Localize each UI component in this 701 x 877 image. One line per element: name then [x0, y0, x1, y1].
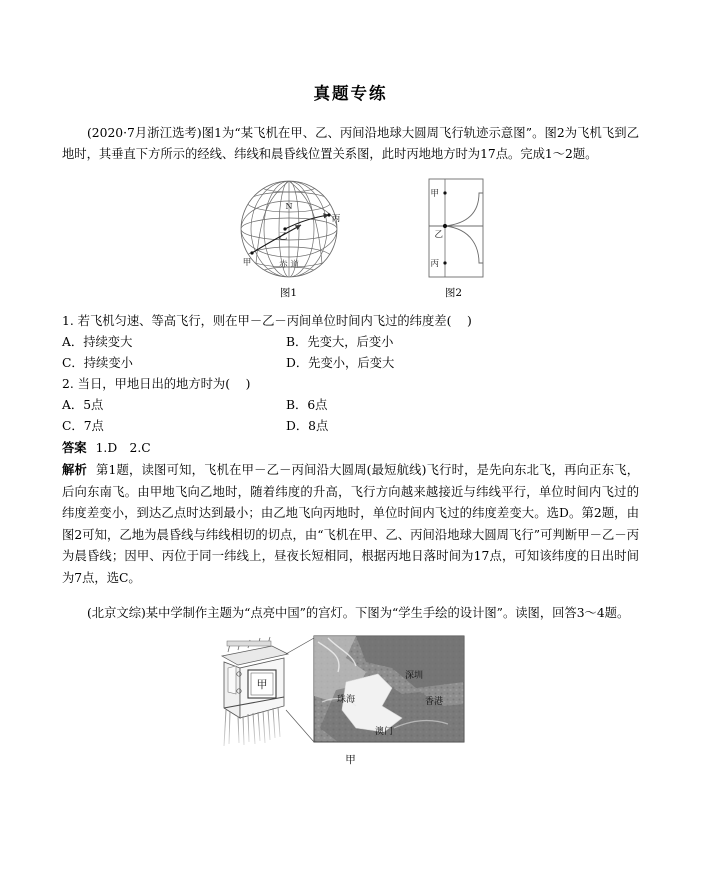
question-2-option-a[interactable] — [62, 395, 286, 416]
option-d-text: 8点 — [308, 419, 329, 433]
analysis-block — [62, 459, 639, 589]
question-1-option-d[interactable] — [286, 353, 639, 374]
option-c-label: C． — [62, 356, 84, 370]
option-a-text: 持续变大 — [83, 335, 133, 349]
figure-1-caption: 图1 — [279, 287, 298, 299]
figure-terminator — [415, 175, 493, 300]
option-b-text: 先变大，后变小 — [307, 335, 394, 349]
option-b-label: B． — [286, 335, 308, 349]
analysis-label: 解析 — [62, 462, 88, 477]
globe-label-pole: N — [285, 202, 292, 211]
question-2-text — [62, 374, 639, 395]
question-1-text — [62, 311, 639, 332]
question-2-body: 当日，甲地日出的地方时为( — [77, 377, 231, 391]
answer-label: 答案 — [62, 440, 87, 455]
page-title: 真题专练 — [313, 84, 388, 103]
question-2 — [62, 374, 639, 437]
option-d-label: D． — [286, 356, 309, 370]
option-a-label: A． — [62, 335, 84, 349]
question-1-paren: ) — [467, 314, 472, 328]
globe-label-jia: 甲 — [242, 258, 251, 268]
option-c-text: 7点 — [83, 419, 104, 433]
question-2-options-row-1 — [62, 395, 639, 416]
globe-label-equator: 赤 道 — [278, 260, 299, 270]
lantern-character-label: 甲 — [256, 678, 267, 691]
terminator-diagram — [415, 175, 493, 283]
question-2-options-row-2 — [62, 416, 639, 437]
question-2-paren: ) — [245, 377, 251, 391]
question-1-body: 若飞机匀速、等高飞行，则在甲－乙－丙间单位时间内飞过的纬度差( — [77, 314, 452, 328]
question-1-option-c[interactable] — [62, 353, 286, 374]
globe-diagram — [209, 175, 369, 283]
question-1-option-a[interactable] — [62, 332, 286, 353]
question-2-option-c[interactable] — [62, 416, 286, 437]
lantern-map-diagram — [206, 632, 496, 750]
figure-lantern-map — [62, 632, 639, 767]
option-a-label: A． — [62, 398, 84, 412]
question-block-2-stem: (北京文综)某中学制作主题为“点亮中国”的宫灯。下图为“学生手绘的设计图”。读图，回答3～4题。 — [87, 606, 630, 620]
callout-lines — [286, 638, 314, 742]
bottom-figure-caption: 甲 — [345, 754, 356, 766]
figure-2-caption: 图2 — [444, 287, 463, 299]
question-2-option-b[interactable] — [286, 395, 639, 416]
question-2-option-d[interactable] — [286, 416, 639, 437]
map-label-zhuhai: 珠海 — [336, 695, 355, 705]
answer-values: 1.D 2.C — [95, 441, 151, 455]
terminator-label-yi: 乙 — [433, 230, 443, 240]
terminator-label-jia: 甲 — [429, 189, 439, 199]
answer-line — [62, 437, 639, 459]
option-c-text: 持续变小 — [83, 356, 133, 370]
figure-globe — [209, 175, 369, 300]
question-1-number: 1. — [62, 314, 74, 328]
question-2-number: 2. — [62, 377, 74, 391]
map-label-hongkong: 香港 — [424, 697, 443, 707]
map-label-macau: 澳门 — [374, 727, 393, 737]
terminator-label-bing: 丙 — [429, 259, 439, 269]
option-b-label: B． — [286, 398, 308, 412]
question-1-option-b[interactable] — [286, 332, 639, 353]
option-c-label: C． — [62, 419, 84, 433]
question-1-options-row-2 — [62, 353, 639, 374]
figure-row-1 — [62, 175, 639, 300]
analysis-text: 第1题，读图可知，飞机在甲－乙－丙间沿大圆周(最短航线)飞行时，是先向东北飞，再向正东飞，后向东南飞。由甲地飞向乙地时，随着纬度的升高，飞行方向越来越接近与纬线平行，单位时间内飞过的纬度差变小，到达乙点时达到最小；由乙地飞向丙地时，单位时间内飞过的纬度差变大。选D。第2题，由图2可知，乙地为晨昏线与纬线相切的切点，由“飞机在甲、乙、丙间沿地球大圆周飞行”可判断甲－乙－丙为晨昏线；因甲、丙位于同一纬线上，昼夜长短相同，根据丙地日落时间为17点，可知该纬度的日出时间为7点，选C。 — [62, 463, 639, 585]
question-1-options-row-1 — [62, 332, 639, 353]
globe-label-yi: 乙 — [278, 232, 287, 242]
option-a-text: 5点 — [83, 398, 104, 412]
option-d-text: 先变小，后变大 — [308, 356, 395, 370]
lantern-drawing — [222, 637, 288, 746]
option-b-text: 6点 — [307, 398, 328, 412]
globe-label-bing: 丙 — [331, 214, 340, 224]
question-1 — [62, 311, 639, 374]
question-block-1-stem: (2020·7月浙江选考)图1为“某飞机在甲、乙、丙间沿地球大圆周飞行轨迹示意图”。图2为飞机飞到乙地时，其垂直下方所示的经线、纬线和晨昏线位置关系图，此时丙地地方时为17点。完成1～2题。 — [62, 126, 639, 161]
map-label-shenzhen: 深圳 — [404, 671, 423, 681]
option-d-label: D． — [286, 419, 309, 433]
map-inset — [314, 636, 464, 742]
